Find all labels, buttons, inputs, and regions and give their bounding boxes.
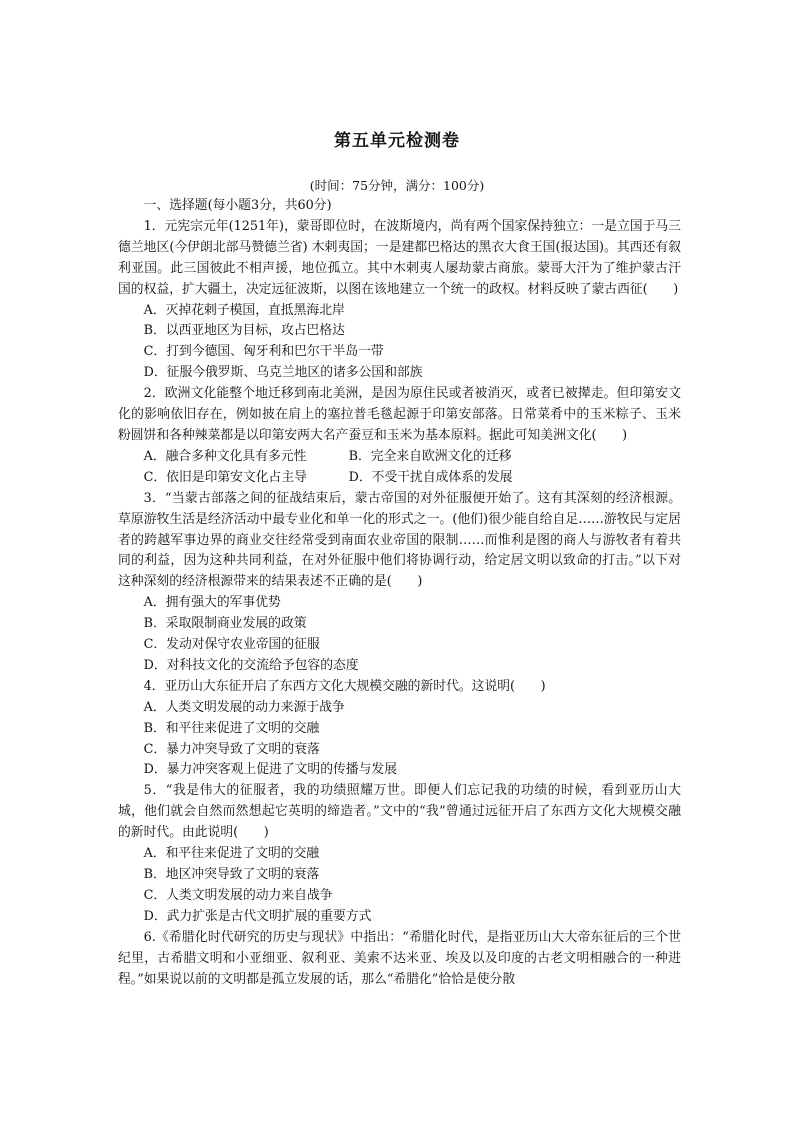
question-2-option-c: C．依旧是印第安文化占主导 xyxy=(143,469,307,485)
question-3-stem: 3．“当蒙古部落之间的征战结束后，蒙古帝国的对外征服便开始了。这有其深刻的经济根源。草原游牧生活是经济活动中最专业化和单一化的形式之一。(他们)很少能自给自足……游牧民与定居者的跨越军事边界的商业交往经常受到南面农业帝国的限制……而惟利是图的商人与游牧者有着共同的利益，因为这种共同利益，在对外征服中他们将协调行动，给定居文明以致命的打击。”以下对这种深刻的经济根源带来的结果表述不正确的是( ) xyxy=(118,490,681,590)
page-title: 第五单元检测卷 xyxy=(334,131,460,151)
question-4-option-a: A．人类文明发展的动力来源于战争 xyxy=(143,699,345,715)
question-2-option-b: B．完全来自欧洲文化的迁移 xyxy=(348,448,512,464)
question-1-option-c: C．打到今德国、匈牙利和巴尔干半岛一带 xyxy=(143,344,384,360)
question-1-option-a: A．灭掉花剌子模国，直抵黑海北岸 xyxy=(143,302,345,318)
question-1-option-b: B．以西亚地区为目标，攻占巴格达 xyxy=(143,323,345,339)
section-heading: 一、选择题(每小题3分，共60分) xyxy=(143,198,332,213)
question-3-option-b: B．采取限制商业发展的政策 xyxy=(143,616,307,632)
question-5-option-b: B．地区冲突导致了文明的衰落 xyxy=(143,867,320,882)
question-2-options-row-1 xyxy=(118,447,681,468)
question-3-option-c: C．发动对保守农业帝国的征服 xyxy=(143,637,320,653)
exam-content xyxy=(118,196,681,990)
question-4-option-c: C．暴力冲突导致了文明的衰落 xyxy=(143,741,320,757)
question-4-stem: 4．亚历山大东征开启了东西方文化大规模交融的新时代。这说明( ) xyxy=(143,678,546,694)
question-5-option-a: A．和平往来促进了文明的交融 xyxy=(143,846,320,862)
question-5-stem: 5．“我是伟大的征服者，我的功绩照耀万世。即便人们忘记我的功绩的时候，看到亚历山大城，他们就会自然而然想起它英明的缔造者。”文中的“我”曾通过远征开启了东西方文化大规模交融的新时代。由此说明( ) xyxy=(118,783,681,841)
question-4-option-d: D．暴力冲突客观上促进了文明的传播与发展 xyxy=(143,762,397,778)
question-3-option-d: D．对科技文化的交流给予包容的态度 xyxy=(143,657,359,673)
question-6-stem: 6.《希腊化时代研究的历史与现状》中指出：“希腊化时代，是指亚历山大大帝东征后的三个世纪里，古希腊文明和小亚细亚、叙利亚、美索不达米亚、埃及以及印度的古老文明相融合的一种进程。”如果说以前的文明都是孤立发展的话，那么“希腊化”恰恰是使分散 xyxy=(118,929,681,987)
question-2-options-row-2 xyxy=(118,468,681,489)
question-5-option-d: D．武力扩张是古代文明扩展的重要方式 xyxy=(143,908,372,924)
question-1-stem: 1．元宪宗元年(1251年)，蒙哥即位时，在波斯境内，尚有两个国家保持独立：一是立国于马三德兰地区(今伊朗北部马赞德兰省) 木剌夷国；一是建都巴格达的黑衣大食王国(报达国)。其西还有叙利亚国。此三国彼此不相声援，地位孤立。其中木剌夷人屡劫蒙古商旅。蒙哥大汗为了维护蒙古汗国的权益，扩大疆土，决定远征波斯，以图在该地建立一个统一的政权。材料反映了蒙古西征( ) xyxy=(118,218,681,297)
question-2-option-d: D．不受干扰自成体系的发展 xyxy=(348,469,513,485)
question-1-option-d: D．征服今俄罗斯、乌克兰地区的诸多公国和部族 xyxy=(143,365,423,381)
question-3-option-a: A．拥有强大的军事优势 xyxy=(143,595,281,611)
question-2-stem: 2．欧洲文化能整个地迁移到南北美洲，是因为原住民或者被消灭，或者已被撵走。但印第安文化的影响依旧存在，例如披在肩上的塞拉普毛毯起源于印第安部落。日常菜肴中的玉米粽子、玉米粉圆饼和各种辣菜都是以印第安两大名产蚕豆和玉米为基本原料。据此可知美洲文化( ) xyxy=(118,386,681,443)
exam-info: (时间：75分钟，满分：100分) xyxy=(309,178,485,193)
question-5-option-c: C．人类文明发展的动力来自战争 xyxy=(143,887,333,903)
question-2-option-a: A．融合多种文化具有多元性 xyxy=(143,448,307,464)
question-4-option-b: B．和平往来促进了文明的交融 xyxy=(143,720,320,736)
